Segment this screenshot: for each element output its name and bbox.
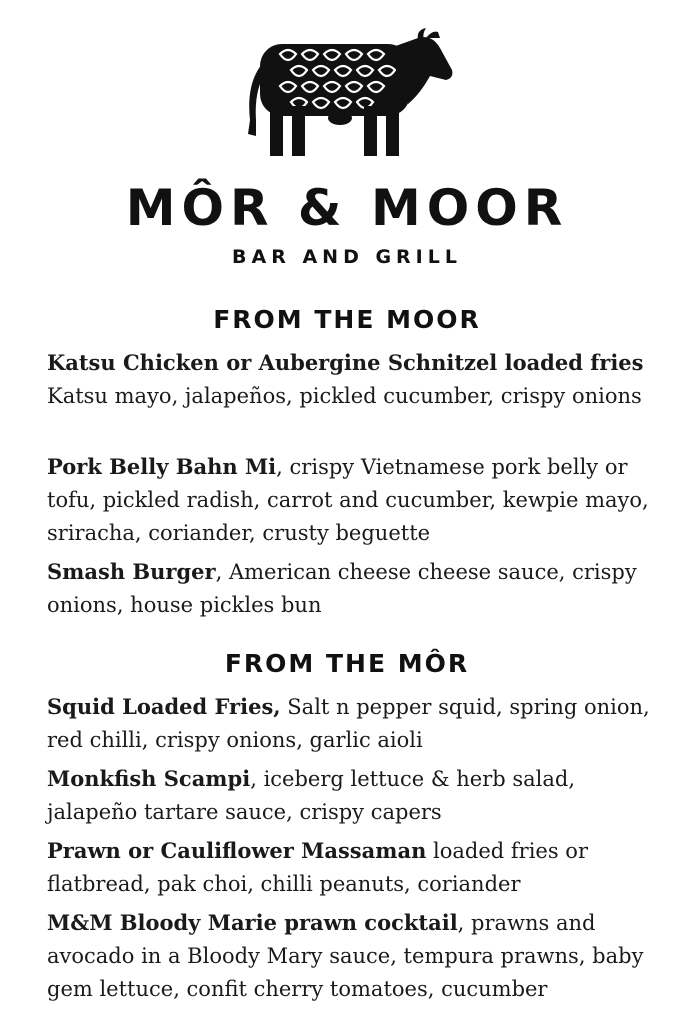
item-name: Prawn or Cauliflower Massaman bbox=[47, 838, 427, 863]
item-description: loaded fries or flatbread, pak choi, chilli peanuts, coriander bbox=[47, 839, 588, 896]
item-description: Salt n pepper squid, spring onion, red chilli, crispy onions, garlic aioli bbox=[47, 695, 650, 752]
menu-item: Monkfish Scampi, iceberg lettuce & herb salad, jalapeño tartare sauce, crispy capers bbox=[47, 766, 576, 824]
item-name: M&M Bloody Marie prawn cocktail bbox=[47, 910, 458, 935]
brand-name: MÔR & MOOR bbox=[125, 179, 569, 237]
item-description: iceberg lettuce & herb salad, jalapeño tartare sauce, crispy capers bbox=[47, 767, 576, 824]
section-title-from-the-moor: FROM THE MOOR bbox=[213, 305, 481, 334]
item-description: American cheese cheese sauce, crispy onions, house pickles bun bbox=[47, 560, 637, 617]
item-description: Katsu mayo, jalapeños, pickled cucumber, crispy onions bbox=[47, 384, 642, 408]
item-name: Smash Burger bbox=[47, 559, 216, 584]
menu-item: M&M Bloody Marie prawn cocktail, prawns and avocado in a Bloody Mary sauce, tempura prawns, baby gem lettuce, confit cherry tomatoes, cucumber bbox=[47, 910, 644, 1001]
item-name: Pork Belly Bahn Mi bbox=[47, 454, 277, 479]
menu-item bbox=[47, 690, 672, 757]
menu-item: Pork Belly Bahn Mi, crispy Vietnamese pork belly or tofu, pickled radish, carrot and cucumber, kewpie mayo, sriracha, coriander, crusty beguette bbox=[47, 454, 649, 545]
item-name: Squid Loaded Fries, bbox=[47, 694, 281, 719]
menu-item bbox=[47, 346, 672, 413]
menu-item bbox=[47, 834, 672, 901]
brand-subtitle: BAR AND GRILL bbox=[232, 246, 462, 268]
section-title-from-the-mor: FROM THE MÔR bbox=[224, 649, 470, 678]
cow-logo-icon bbox=[240, 24, 456, 164]
item-description: prawns and avocado in a Bloody Mary sauce, tempura prawns, baby gem lettuce, confit cherry tomatoes, cucumber bbox=[47, 911, 644, 1001]
item-description: crispy Vietnamese pork belly or tofu, pickled radish, carrot and cucumber, kewpie mayo, sriracha, coriander, crusty beguette bbox=[47, 455, 649, 545]
menu-item: Smash Burger, American cheese cheese sauce, crispy onions, house pickles bun bbox=[47, 559, 637, 617]
item-name: Monkfish Scampi bbox=[47, 766, 251, 791]
item-name: Katsu Chicken or Aubergine Schnitzel loaded fries bbox=[47, 350, 644, 375]
